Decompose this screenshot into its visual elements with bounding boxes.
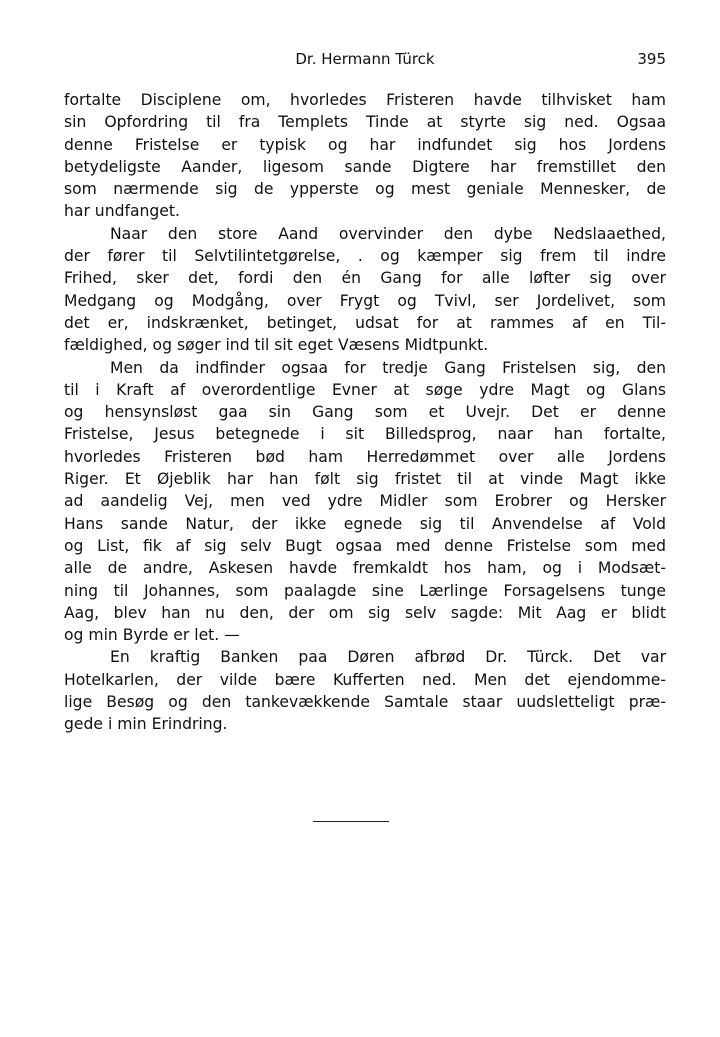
text-line: gede i min Erindring. <box>64 715 228 734</box>
text-line: Medgang og Modgång, over Frygt og Tvivl, ser Jordelivet, som <box>64 291 666 310</box>
text-line: fortalte Disciplene om, hvorledes Fristeren havde tilhvisket ham <box>64 91 666 109</box>
text-line: det er, indskrænket, betinget, udsat for at rammes af en Til- <box>64 313 666 332</box>
text-line: der fører til Selvtilintetgørelse, . og kæmper sig frem til indre <box>64 247 666 266</box>
text-line: til i Kraft af overordentlige Evner at søge ydre Magt og Glans <box>64 380 666 399</box>
text-line: fældighed, og søger ind til sit eget Væsens Midtpunkt. <box>64 336 489 355</box>
running-header <box>64 48 666 70</box>
text-line: Men da indfinder ogsaa for tredje Gang Fristelsen sig, den <box>110 358 666 377</box>
text-line: Naar den store Aand overvinder den dybe Nedslaaethed, <box>110 224 666 243</box>
text-line: og hensynsløst gaa sin Gang som et Uvejr. Det er denne <box>64 403 666 422</box>
header-title: Dr. Hermann Türck <box>295 50 435 68</box>
page-number: 395 <box>637 50 666 68</box>
text-line: sin Opfordring til fra Templets Tinde at styrte sig ned. Ogsaa <box>64 113 666 132</box>
text-line: har undfanget. <box>64 202 180 221</box>
text-line: betydeligste Aander, ligesom sande Digtere har fremstillet den <box>64 157 666 176</box>
text-line: En kraftig Banken paa Døren afbrød Dr. Türck. Det var <box>110 648 666 667</box>
text-line: Hans sande Natur, der ikke egnede sig til Anvendelse af Vold <box>64 514 666 533</box>
text-line: som nærmende sig de ypperste og mest geniale Mennesker, de <box>64 180 666 199</box>
text-line: Aag, blev han nu den, der om sig selv sagde: Mit Aag er blidt <box>64 603 666 622</box>
text-line: denne Fristelse er typisk og har indfundet sig hos Jordens <box>64 135 666 154</box>
text-line: Hotelkarlen, der vilde bære Kufferten ned. Men det ejendomme- <box>64 670 666 689</box>
text-line: Frihed, sker det, fordi den én Gang for alle løfter sig over <box>64 269 666 288</box>
text-line: og List, fik af sig selv Bugt ogsaa med denne Fristelse som med <box>64 536 666 555</box>
text-line: Riger. Et Øjeblik har han følt sig fristet til at vinde Magt ikke <box>64 470 666 489</box>
text-line: hvorledes Fristeren bød ham Herredømmet over alle Jordens <box>64 447 666 466</box>
body-text <box>64 89 666 736</box>
section-end-rule <box>313 821 389 822</box>
text-line: lige Besøg og den tankevækkende Samtale staar uudsletteligt præ- <box>64 693 666 712</box>
text-line: alle de andre, Askesen havde fremkaldt hos ham, og i Modsæt- <box>64 559 666 578</box>
text-line: ning til Johannes, som paalagde sine Lærlinge Forsagelsens tunge <box>64 581 666 600</box>
text-line: og min Byrde er let. — <box>64 626 240 645</box>
text-line: Fristelse, Jesus betegnede i sit Billedsprog, naar han fortalte, <box>64 425 666 444</box>
text-line: ad aandelig Vej, men ved ydre Midler som Erobrer og Hersker <box>64 492 666 511</box>
